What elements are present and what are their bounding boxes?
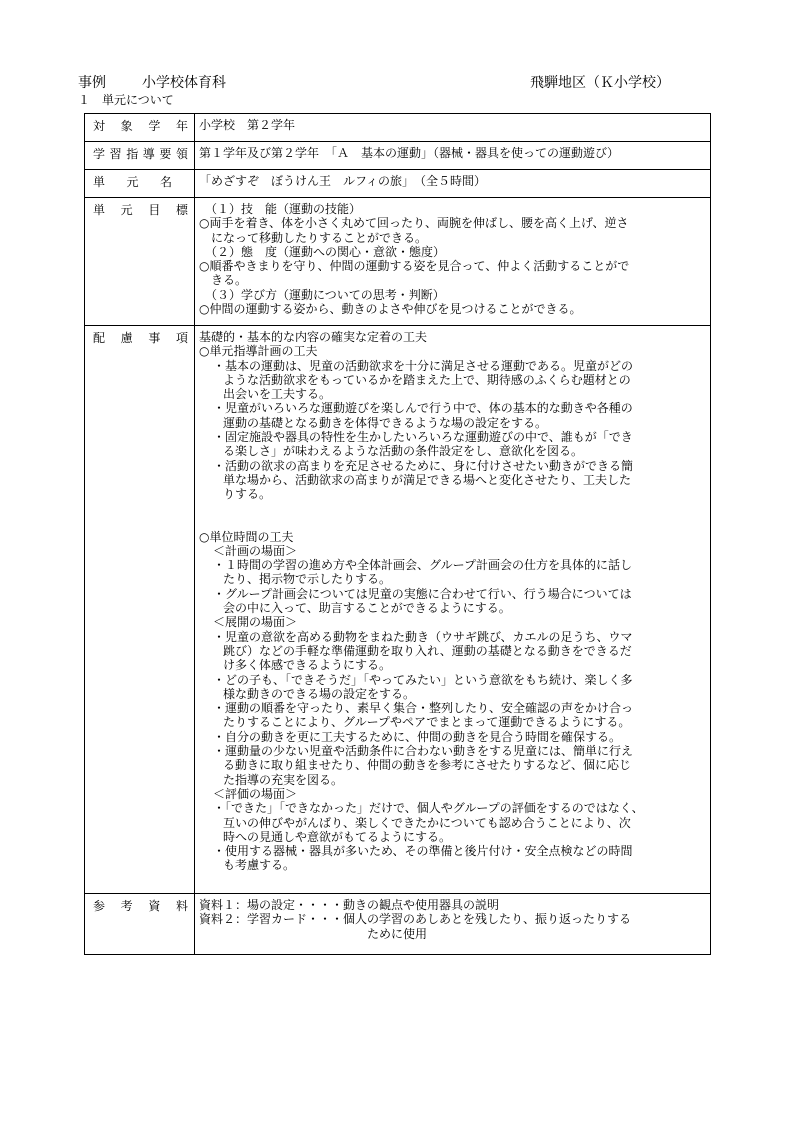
- label-char: 領: [175, 147, 188, 161]
- label-char: 学: [148, 119, 161, 133]
- label-references: [85, 894, 195, 955]
- label-char: 要: [159, 147, 172, 161]
- list-item-line: ・グループ計画会については児童の実態に合わせて行い、行う場合については: [213, 586, 632, 601]
- section-title: １ 単元について: [78, 93, 174, 107]
- list-item-line: も考慮する。: [223, 858, 296, 873]
- row-goals: [85, 198, 711, 326]
- label-char: 配: [93, 331, 106, 345]
- label-char: 単: [93, 175, 106, 189]
- case-label: 事例: [78, 75, 106, 91]
- list-item-line: 運動の基礎となる動きを体得できるような場の設定をする。: [223, 415, 548, 430]
- label-char: 指: [126, 147, 139, 161]
- list-item-line: 出会いを工夫する。: [223, 387, 332, 402]
- label-considerations: [85, 326, 195, 894]
- list-item-line: 時への見通しや意欲がもてるようにする。: [223, 829, 452, 844]
- list-item-line: た指導の充実を図る。: [223, 772, 344, 787]
- list-item-line: ・児童の意欲を高める動物をまねた動き（ウサギ跳び、カエルの足うち、ウマ: [213, 629, 633, 644]
- list-item-line: 互いの伸びやがんばり、楽しくできたかについても認め合うことにより、次: [223, 815, 631, 830]
- eval-scene-heading: ＜評価の場面＞: [213, 786, 298, 801]
- list-item-line: る動きに取り組ませたり、仲間の動きを参考にさせたりするなど、個に応じ: [223, 758, 632, 773]
- goal-2-line-1: ○順番やきまりを守り、仲間の運動する姿を見合って、仲よく活動することがで: [199, 259, 630, 274]
- list-item-line: ような活動欲求をもっているかを踏まえた上で、期待感のふくらむ題材との: [223, 372, 631, 387]
- reference-2-line-2: ために使用: [367, 926, 428, 941]
- row-target: [85, 114, 711, 142]
- plan-heading: ○単元指導計画の工夫: [199, 344, 318, 359]
- value-guideline: 第１学年及び第２学年 「Ａ 基本の運動」（器械・器具を使っての運動遊び）: [195, 142, 711, 170]
- time-heading: ○単位時間の工夫: [199, 529, 294, 544]
- goal-2-heading: （２）態 度（運動への関心・意欲・態度）: [205, 244, 446, 259]
- reference-2-line-1: 資料２：学習カード・・・個人の学習のあしあとを残したり、振り返ったりする: [199, 912, 632, 927]
- row-guideline: [85, 142, 711, 170]
- list-item: [199, 630, 704, 673]
- list-item-line: ・活動の欲求の高まりを充足させるために、身に付けさせたい動きができる簡: [213, 458, 634, 473]
- value-references: [195, 894, 711, 955]
- list-item: [199, 801, 704, 844]
- label-char: 資: [148, 899, 161, 913]
- label-char: 名: [159, 175, 172, 189]
- goal-1-line-2: になって移動したりすることができる。: [211, 230, 428, 245]
- label-char: 年: [175, 119, 188, 133]
- list-item-line: ・児童がいろいろな運動遊びを楽しんで行う中で、体の基本的な動きや各種の: [213, 401, 633, 416]
- plan-scene-heading: ＜計画の場面＞: [213, 543, 298, 558]
- list-item-line: 様な動きのできる場の設定をする。: [223, 686, 416, 701]
- value-considerations: [195, 326, 711, 894]
- label-char: 参: [93, 899, 106, 913]
- label-char: 元: [126, 175, 139, 189]
- list-item-line: る楽しさ」が味わえるような活動の条件設定をし、意欲化を図る。: [223, 444, 584, 459]
- header-left: [78, 75, 226, 91]
- list-item-line: ・１時間の学習の進め方や全体計画会、グループ計画会の仕方を具体的に話し: [213, 558, 633, 573]
- dev-scene-list: [199, 630, 704, 787]
- list-item-line: 跳び）などの手軽な準備運動を取り入れ、運動の基礎となる動きをできるだ: [223, 643, 632, 658]
- list-item-line: ・固定施設や器具の特性を生かしたいろいろな運動遊びの中で、誰もが「でき: [213, 430, 633, 445]
- label-char: 項: [175, 331, 188, 345]
- list-item-line: ・自分の動きを更に工夫するために、仲間の動きを見合う時間を確保する。: [213, 729, 622, 744]
- list-item-line: ・使用する器械・器具が多いため、その準備と後片付け・安全点検などの時間: [213, 844, 633, 859]
- list-item: [199, 730, 704, 744]
- label-char: 学: [93, 147, 106, 161]
- list-item: [199, 359, 704, 402]
- list-item: [199, 701, 704, 730]
- reference-1: 資料１：場の設定・・・・動きの観点や使用器具の説明: [199, 898, 500, 912]
- list-item-line: ・「できた」「できなかった」だけで、個人やグループの評価をするのではなく、: [213, 801, 644, 816]
- label-guideline: [85, 142, 195, 170]
- goal-3-line-1: ○仲間の運動する姿から、動きのよさや伸びを見つけることができる。: [199, 302, 582, 317]
- plan-scene-list: [199, 558, 704, 615]
- list-item-line: ・運動量の少ない児童や活動条件に合わない動きをする児童には、簡単に行え: [213, 744, 634, 759]
- eval-scene-list: [199, 801, 704, 872]
- label-char: 考: [120, 899, 133, 913]
- label-char: 習: [109, 147, 122, 161]
- list-item: [199, 459, 704, 502]
- label-char: 料: [175, 899, 188, 913]
- goal-1-heading: （１）技 能（運動の技能）: [205, 202, 362, 216]
- list-item: [199, 844, 704, 873]
- dev-scene-heading: ＜展開の場面＞: [213, 615, 298, 630]
- label-char: 象: [120, 119, 133, 133]
- label-goals: [85, 198, 195, 326]
- header-right: 飛騨地区（Ｋ小学校）: [530, 75, 670, 91]
- goal-2-line-2: きる。: [211, 273, 248, 288]
- list-item-line: ・運動の順番を守ったり、素早く集合・整列したり、安全確認の声をかけ合っ: [213, 701, 634, 716]
- goal-3-heading: （３）学び方（運動についての思考・判断）: [205, 287, 445, 302]
- subject-label: 小学校体育科: [142, 75, 226, 91]
- row-references: [85, 894, 711, 955]
- label-char: 導: [142, 147, 155, 161]
- label-char: 事: [148, 331, 161, 345]
- value-goals: [195, 198, 711, 326]
- list-item-line: たりすることにより、グループやペアでまとまって運動できるようにする。: [223, 715, 631, 730]
- list-item-line: 会の中に入って、助言することができるようにする。: [223, 601, 511, 616]
- value-unit: 「めざすぞ ぼうけん王 ルフィの旅」 （全５時間）: [195, 170, 711, 198]
- list-item: [199, 558, 704, 587]
- row-unit: [85, 170, 711, 198]
- list-item-line: りする。: [223, 487, 272, 502]
- label-char: 目: [148, 203, 161, 217]
- list-item: [199, 587, 704, 616]
- value-target: 小学校 第２学年: [195, 114, 711, 142]
- label-unit: [85, 170, 195, 198]
- label-char: 元: [120, 203, 133, 217]
- label-target: [85, 114, 195, 142]
- unit-table: [84, 113, 711, 955]
- list-item-line: け多く体感できるようにする。: [223, 658, 392, 673]
- list-item: [199, 673, 704, 702]
- label-char: 対: [93, 119, 106, 133]
- list-item-line: ・基本の運動は、児童の活動欲求を十分に満足させる運動である。児童がどの: [213, 358, 634, 373]
- plan-list: [199, 359, 704, 502]
- label-char: 単: [93, 203, 106, 217]
- list-item: [199, 430, 704, 459]
- list-item: [199, 744, 704, 787]
- considerations-intro: 基礎的・基本的な内容の確実な定着の工夫: [199, 330, 428, 344]
- list-item-line: たり、掲示物で示したりする。: [223, 572, 392, 587]
- row-considerations: [85, 326, 711, 894]
- list-item: [199, 401, 704, 430]
- label-char: 標: [175, 203, 188, 217]
- list-item-line: ・どの子も、「できそうだ」「やってみたい」という意欲をもち続け、楽しく多: [213, 672, 633, 687]
- goal-1-line-1: ○両手を着き、体を小さく丸めて回ったり、両腕を伸ばし、腰を高く上げ、逆さ: [199, 216, 629, 231]
- list-item-line: 単な場から、活動欲求の高まりが満足できる場へと変化させたり、工夫した: [223, 472, 632, 487]
- label-char: 慮: [120, 331, 133, 345]
